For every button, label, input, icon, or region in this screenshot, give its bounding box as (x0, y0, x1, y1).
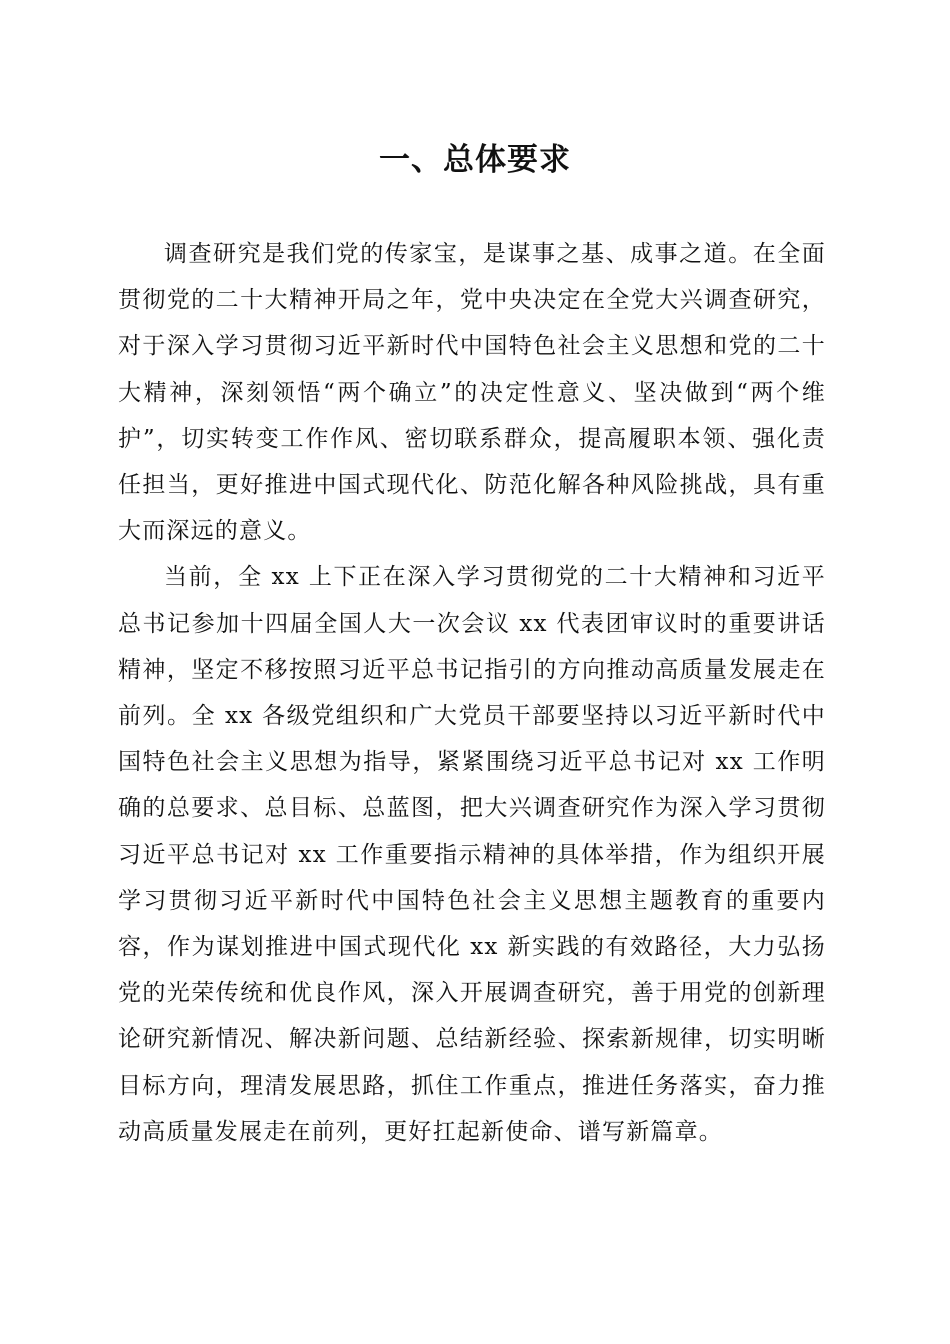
document-body (118, 231, 826, 1155)
section-heading: 一、总体要求 (379, 142, 571, 178)
paragraph-2: 当前，全 xx 上下正在深入学习贯彻党的二十大精神和习近平总书记参加十四届全国人大一次会议 xx 代表团审议时的重要讲话精神，坚定不移按照习近平总书记指引的方向推动高质量发展走在前列。全 xx 各级党组织和广大党员干部要坚持以习近平新时代中国特色社会主义思想为指导，紧紧围绕习近平总书记对 xx 工作明确的总要求、总目标、总蓝图，把大兴调查研究作为深入学习贯彻习近平总书记对 xx 工作重要指示精神的具体举措，作为组织开展学习贯彻习近平新时代中国特色社会主义思想主题教育的重要内容，作为谋划推进中国式现代化 xx 新实践的有效路径，大力弘扬党的光荣传统和优良作风，深入开展调查研究，善于用党的创新理论研究新情况、解决新问题、总结新经验、探索新规律，切实明晰目标方向，理清发展思路，抓住工作重点，推进任务落实，奋力推动高质量发展走在前列，更好扛起新使命、谱写新篇章。 (118, 564, 826, 1145)
paragraph-1: 调查研究是我们党的传家宝，是谋事之基、成事之道。在全面贯彻党的二十大精神开局之年，党中央决定在全党大兴调查研究，对于深入学习贯彻习近平新时代中国特色社会主义思想和党的二十大精神，深刻领悟“两个确立”的决定性意义、坚决做到“两个维护”，切实转变工作作风、密切联系群众，提高履职本领、强化责任担当，更好推进中国式现代化、防范化解各种风险挑战，具有重大而深远的意义。 (118, 241, 826, 545)
